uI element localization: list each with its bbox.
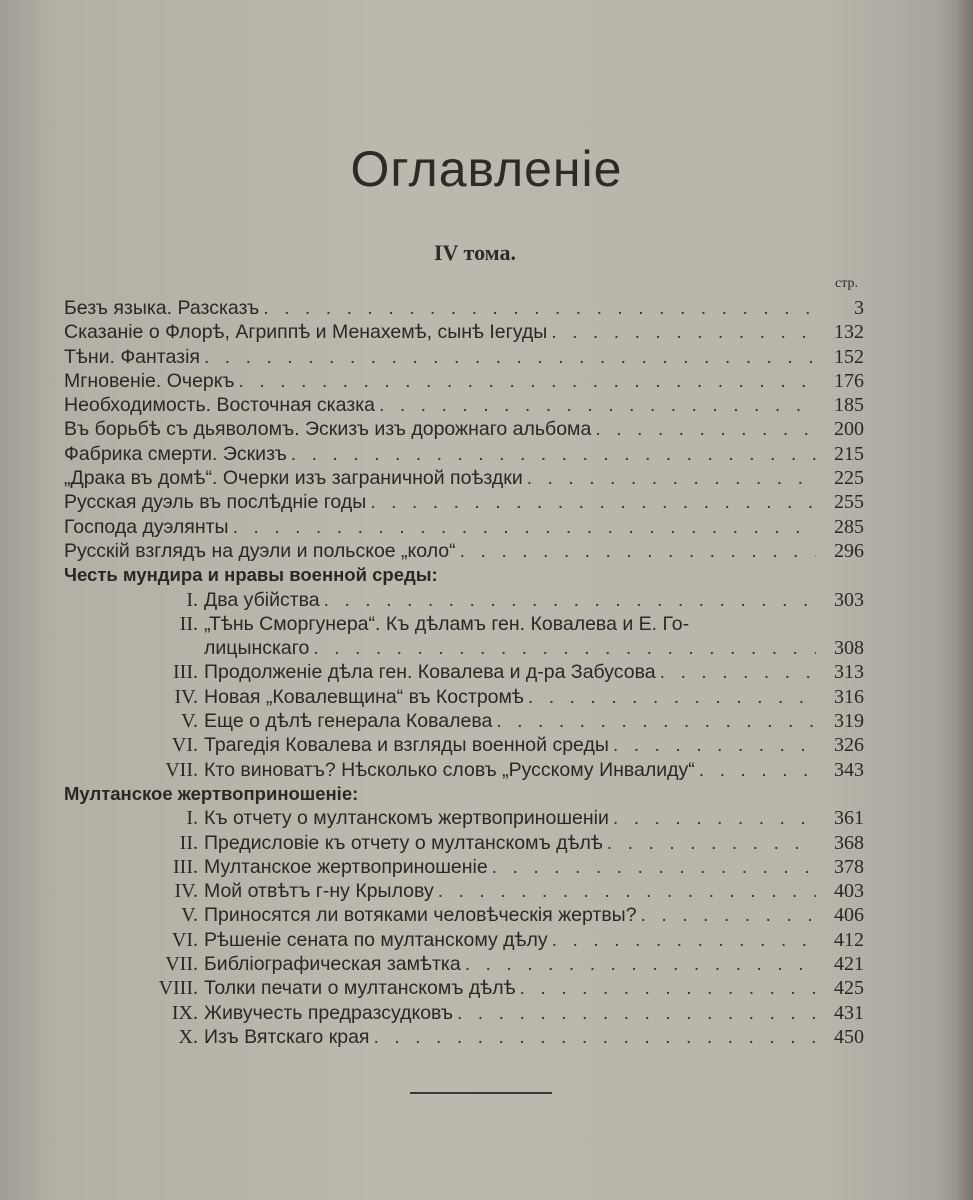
page-column-label: стр.: [834, 276, 858, 291]
toc-entry: Сказаніе о Флорѣ, Агриппѣ и Менахемѣ, сынѣ Iегуды . . . 132: [64, 320, 864, 344]
toc-entry: „Драка въ домѣ“. Очерки изъ заграничной поѣздки . . . 225: [64, 466, 864, 490]
toc-subentry: X. Изъ Вятскаго края . . . 450: [64, 1025, 864, 1049]
toc-subentry: IV. Новая „Ковалевщина“ въ Костромѣ . . . 316: [64, 685, 864, 709]
toc-subentry: VII. Библіографическая замѣтка . . . 421: [64, 952, 864, 976]
toc-subentry: III. Мултанское жертвоприношеніе . . . 378: [64, 855, 864, 879]
toc-subentry: VI. Рѣшеніе сената по мултанскому дѣлу . . . 412: [64, 928, 864, 952]
toc-subentry: I. Къ отчету о мултанскомъ жертвоприношеніи . . . 361: [64, 806, 864, 830]
toc-subentry: VIII. Толки печати о мултанскомъ дѣлѣ . . . 425: [64, 976, 864, 1000]
toc-subentry: III. Продолженіе дѣла ген. Ковалева и д-ра Забусова . . . 313: [64, 660, 864, 684]
toc-entry: Тѣни. Фантазія . . . 152: [64, 345, 864, 369]
toc-subentry: I. Два убійства . . . 303: [64, 588, 864, 612]
toc-entry: Въ борьбѣ съ дьяволомъ. Эскизъ изъ дорожнаго альбома . . . 200: [64, 417, 864, 441]
toc-subentry: II. Предисловіе къ отчету о мултанскомъ дѣлѣ . . . 368: [64, 831, 864, 855]
toc-subentry: V. Приносятся ли вотяками человѣческія жертвы? . . . 406: [64, 903, 864, 927]
toc-subentry: IX. Живучесть предразсудковъ . . . 431: [64, 1001, 864, 1025]
toc-entry: Мгновеніе. Очеркъ . . . 176: [64, 369, 864, 393]
table-of-contents: [64, 296, 864, 1049]
toc-subentry: II. „Тѣнь Сморгунера“. Къ дѣламъ ген. Ковалева и Е. Го-: [179, 612, 690, 635]
toc-subentry: V. Еще о дѣлѣ генерала Ковалева . . . 319: [64, 709, 864, 733]
toc-subentry-continuation: лицынскаго . . . 308: [64, 636, 864, 660]
closing-rule: [410, 1092, 552, 1094]
toc-entry: Необходимость. Восточная сказка . . . 185: [64, 393, 864, 417]
toc-subentry: IV. Мой отвѣтъ г-ну Крылову . . . 403: [64, 879, 864, 903]
section-heading: Честь мундира и нравы военной среды:: [64, 564, 438, 586]
section-heading: Мултанское жертвоприношеніе:: [64, 782, 359, 804]
toc-entry: Господа дуэлянты . . . 285: [64, 515, 864, 539]
toc-subentry: VI. Трагедія Ковалева и взгляды военной среды . . . 326: [64, 733, 864, 757]
volume-subtitle: IV тома.: [434, 240, 516, 265]
toc-subentry: VII. Кто виноватъ? Нѣсколько словъ „Русскому Инвалиду“ . . . 343: [64, 758, 864, 782]
page-title: Оглавленіе: [350, 141, 623, 197]
toc-entry: Фабрика смерти. Эскизъ . . . 215: [64, 442, 864, 466]
toc-entry: Русскій взглядъ на дуэли и польское „коло“ . . . 296: [64, 539, 864, 563]
toc-entry: Безъ языка. Разсказъ . . . 3: [64, 296, 864, 320]
toc-entry: Русская дуэль въ послѣдніе годы . . . 255: [64, 490, 864, 514]
